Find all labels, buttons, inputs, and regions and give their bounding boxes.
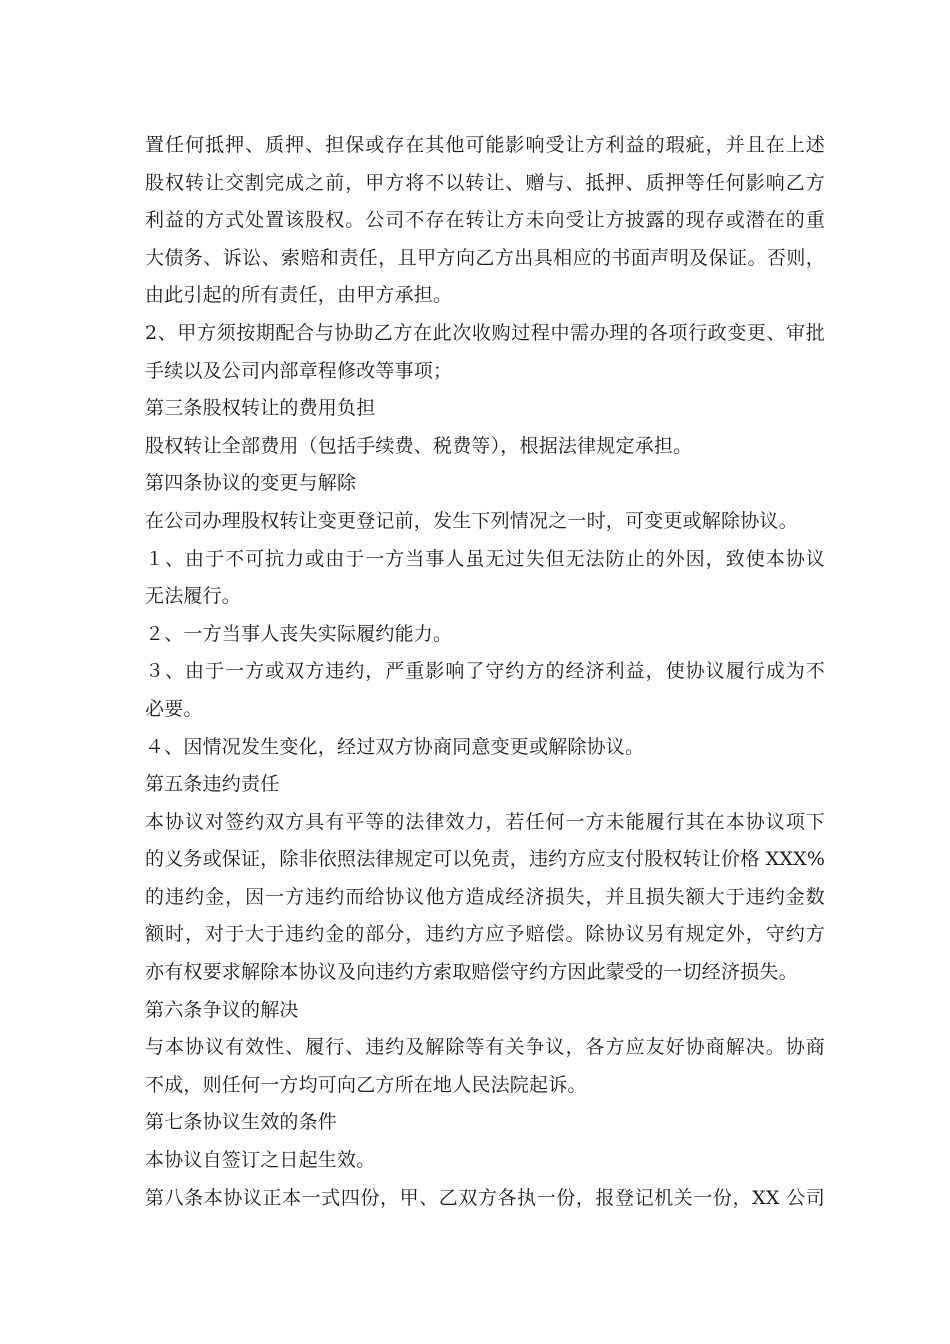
text-line: ３、由于一方或双方违约，严重影响了守约方的经济利益，使协议履行成为不 (145, 660, 825, 683)
text-line: 股权转让交割完成之前，甲方将不以转让、赠与、抵押、质押等任何影响乙方 (145, 171, 825, 194)
section-heading: 第三条股权转让的费用负担 (145, 397, 376, 420)
text-line: 第八条本协议正本一式四份，甲、乙双方各执一份，报登记机关一份，XX 公司 (145, 1186, 825, 1209)
section-heading: 第六条争议的解决 (145, 998, 299, 1021)
text-line: 本协议对签约双方具有平等的法律效力，若任何一方未能履行其在本协议项下 (145, 810, 825, 833)
text-line: 不成，则任何一方均可向乙方所在地人民法院起诉。 (145, 1073, 587, 1096)
text-line: ４、因情况发生变化，经过双方协商同意变更或解除协议。 (145, 735, 645, 758)
text-line: 利益的方式处置该股权。公司不存在转让方未向受让方披露的现存或潜在的重 (145, 209, 825, 232)
text-line: 股权转让全部费用（包括手续费、税费等），根据法律规定承担。 (145, 434, 693, 457)
text-line: 的违约金，因一方违约而给协议他方造成经济损失，并且损失额大于违约金数 (145, 885, 825, 908)
section-heading: 第四条协议的变更与解除 (145, 472, 357, 495)
text-line: 由此引起的所有责任，由甲方承担。 (145, 284, 453, 307)
text-line: 的义务或保证，除非依照法律规定可以免责，违约方应支付股权转让价格 XXX% (145, 848, 826, 871)
text-line: ２、一方当事人丧失实际履约能力。 (145, 622, 453, 645)
text-line: 本协议自签订之日起生效。 (145, 1149, 376, 1172)
text-line: 置任何抵押、质押、担保或存在其他可能影响受让方利益的瑕疵，并且在上述 (145, 134, 825, 156)
text-line: 2、甲方须按期配合与协助乙方在此次收购过程中需办理的各项行政变更、审批 (145, 321, 825, 344)
document-body (145, 127, 825, 1217)
text-line: １、由于不可抗力或由于一方当事人虽无过失但无法防止的外因，致使本协议 (145, 547, 825, 570)
text-line: 手续以及公司内部章程修改等事项； (145, 359, 453, 382)
section-heading: 第五条违约责任 (145, 773, 280, 796)
text-line: 大债务、诉讼、索赔和责任，且甲方向乙方出具相应的书面声明及保证。否则， (145, 246, 825, 269)
text-line: 与本协议有效性、履行、违约及解除等有关争议，各方应友好协商解决。协商 (145, 1036, 825, 1059)
text-line: 亦有权要求解除本协议及向违约方索取赔偿守约方因此蒙受的一切经济损失。 (145, 961, 798, 984)
text-line: 在公司办理股权转让变更登记前，发生下列情况之一时，可变更或解除协议。 (145, 509, 798, 532)
text-line: 无法履行。 (145, 585, 242, 608)
section-heading: 第七条协议生效的条件 (145, 1111, 338, 1134)
text-line: 额时，对于大于违约金的部分，违约方应予赔偿。除协议另有规定外，守约方 (145, 923, 825, 946)
text-line: 必要。 (145, 697, 203, 720)
